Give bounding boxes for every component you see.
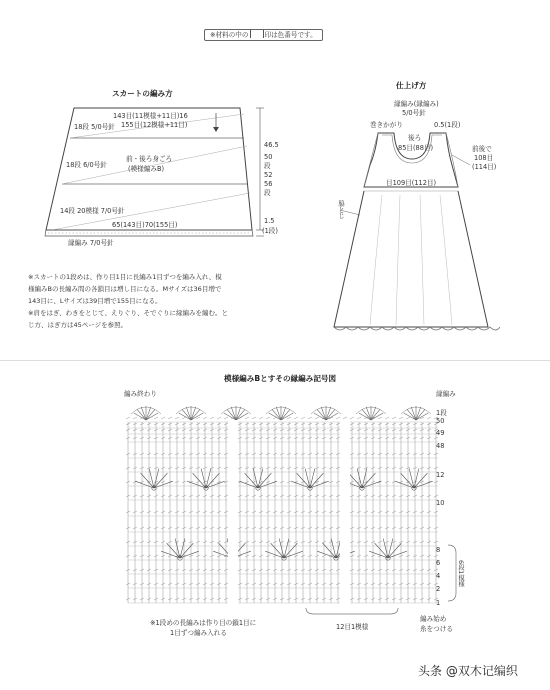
edging-stitch <box>317 409 326 420</box>
stitch-tick <box>182 417 186 419</box>
edging-stitch <box>404 413 416 420</box>
stitch-tick <box>245 417 249 419</box>
finish-bottom-count: 目109目(112目) <box>386 179 437 187</box>
chart-row-number: 2 <box>436 585 441 593</box>
finish-front-count-2: (114目) <box>472 163 497 171</box>
note-suffix: 印は色番号です。 <box>264 31 317 39</box>
edging-stitch <box>326 407 331 420</box>
skirt-bottom-count: 65(143目)70(155目) <box>112 221 178 229</box>
edging-stitch <box>362 409 371 420</box>
stitch-tick <box>133 417 137 419</box>
skirt-fold <box>396 195 400 325</box>
skirt-side-value: 1.5 <box>264 217 275 225</box>
bodice-outline <box>364 133 458 187</box>
chart-top-left-label: 編み終わり <box>124 390 157 398</box>
edging-stitch <box>227 409 236 420</box>
skirt-center-label-2: (模様編みB) <box>128 165 165 173</box>
watermark: 头条 @双木记编织 <box>418 664 518 678</box>
chart-top-right-label: 縁編み <box>436 390 456 398</box>
note-line: ※肩をはぎ、わきをとじて、えりぐり、そでぐりに縁編みを編む。と <box>28 309 229 318</box>
stitch-tick <box>336 417 340 419</box>
chart-row-number: 10 <box>436 499 445 507</box>
stitch-tick <box>406 417 410 419</box>
section-divider <box>0 360 550 361</box>
skirt-fold <box>440 195 452 325</box>
stitch-tick <box>392 417 396 419</box>
skirt-side-value: 50 <box>264 153 273 161</box>
edging-stitch <box>366 407 371 420</box>
edging-stitch <box>314 413 326 420</box>
stitch-tick <box>210 417 214 419</box>
note-line: じ方、はぎ方は45ページを参照。 <box>28 321 128 330</box>
repeat-label: 6段1模様 <box>457 560 464 587</box>
stitch-tick <box>161 417 165 419</box>
stitch-tick <box>252 417 256 419</box>
skirt-center-label-1: 前・後ろ身ごろ <box>126 155 173 163</box>
skirt-edge-label: 縁編み 7/0号針 <box>68 239 114 247</box>
repeat-bracket-path <box>448 545 456 601</box>
edging-stitch <box>236 413 248 420</box>
stitch-tick <box>343 417 347 419</box>
note-box <box>204 29 323 41</box>
stitch-tick <box>308 417 312 419</box>
edging-stitch <box>146 413 158 420</box>
edging-stitch <box>359 413 371 420</box>
skirt-title: スカートの編み方 <box>112 89 173 98</box>
armhole-edge-left <box>364 133 378 187</box>
skirt-side-value: 段 <box>264 189 271 197</box>
skirt-side-value: 46.5 <box>264 141 279 149</box>
finish-back-count: 85目(88目) <box>398 144 434 152</box>
edging-stitch <box>272 409 281 420</box>
stitch-tick <box>294 417 298 419</box>
finish-neck-label: 巻きかがり <box>370 121 403 129</box>
skirt-row-label-2: 18段 6/0号針 <box>66 161 107 169</box>
edging-stitch <box>416 409 425 420</box>
chart-row-number: 6 <box>436 559 441 567</box>
edging-stitch <box>236 409 245 420</box>
chart-row-number: 12 <box>436 471 445 479</box>
stitch-tick <box>385 417 389 419</box>
finish-top-measure: 0.5(1段) <box>434 121 461 129</box>
skirt-fold <box>370 195 382 325</box>
edging-stitch <box>371 413 383 420</box>
edging-stitch <box>146 407 151 420</box>
edging-stitch <box>231 407 236 420</box>
note-line: 143目に、Lサイズは39目増で155目になる。 <box>28 297 162 306</box>
skirt-side-value: 段 <box>264 162 271 170</box>
stitch-tick <box>315 417 319 419</box>
chart-row-number: 8 <box>436 546 441 554</box>
stitch-tick <box>217 417 221 419</box>
chart-row-number: 1 <box>436 599 441 607</box>
stitch-tick <box>399 417 403 419</box>
stitch-tick <box>154 417 158 419</box>
finish-front-label: 前後で <box>472 145 492 153</box>
stitch-tick <box>350 417 354 419</box>
stitch-tick <box>287 417 291 419</box>
finish-back-label: 後ろ <box>408 134 422 142</box>
dress-diagram <box>320 115 500 345</box>
edging-stitch <box>191 407 196 420</box>
skirt-row-label-1: 18段 5/0号針 <box>74 123 115 131</box>
stitch-tick <box>224 417 228 419</box>
chart-bottom-note-1: ※1段めの長編みは作り目の鎖1目に <box>150 619 257 627</box>
chart-repeat-width-label: 12目1模様 <box>336 623 369 631</box>
stitch-tick <box>357 417 361 419</box>
edging-stitch <box>371 407 376 420</box>
edging-stitch <box>276 407 281 420</box>
pointer-line <box>452 155 470 165</box>
stitch-tick <box>196 417 200 419</box>
finish-front-count-1: 108目 <box>474 154 494 162</box>
stitch-tick <box>168 417 172 419</box>
edging-stitch <box>224 413 236 420</box>
chart-row-number: 1段 <box>436 409 447 417</box>
repeat-width-bracket <box>304 606 400 620</box>
note-prefix: ※材料の中の <box>210 31 249 39</box>
skirt-top-count-2: 155目(12模様+11目) <box>121 121 188 129</box>
stitch-tick <box>273 417 277 419</box>
chart-row-number: 4 <box>436 572 441 580</box>
stitch-tick <box>266 417 270 419</box>
skirt-fold <box>420 195 424 325</box>
edging-stitch <box>416 407 421 420</box>
skirt-side-value: 52 <box>264 171 273 179</box>
finish-edge-label-1: 縁編み(縁編み) <box>394 100 439 108</box>
pointer-line <box>340 210 360 215</box>
edging-stitch <box>146 409 155 420</box>
chart-break <box>228 420 238 605</box>
stitch-tick <box>427 417 431 419</box>
crochet-symbol-chart <box>120 398 450 613</box>
stitch-tick <box>378 417 382 419</box>
skirt-side-value: (1段) <box>262 227 278 235</box>
chart-title: 模様編みBとすその縁編み記号図 <box>224 374 337 383</box>
chart-row-number: 50 <box>436 417 445 425</box>
stitch-tick <box>301 417 305 419</box>
edging-stitch <box>191 413 203 420</box>
bracket-symbol <box>250 30 264 38</box>
chart-break <box>340 420 350 605</box>
skirt-row-label-3: 14段 20模様 7/0号針 <box>60 207 125 215</box>
edging-stitch <box>191 409 200 420</box>
edging-stitch <box>186 407 191 420</box>
stitch-tick <box>126 417 130 419</box>
stitch-tick <box>259 417 263 419</box>
color-number-note <box>204 30 323 39</box>
finish-edge-label-2: 5/0号針 <box>402 109 426 117</box>
chart-start-label-1: 編み始め <box>420 615 447 623</box>
skirt-side-value: 56 <box>264 180 273 188</box>
skirt-top-count-1: 143目(11模様+11目)16 <box>113 112 188 120</box>
chart-row-number: 49 <box>436 429 445 437</box>
stitch-tick <box>203 417 207 419</box>
note-line: 様編みBの長編み間の各鎖目は増し目になる。Mサイズは36目増で <box>28 285 222 294</box>
chart-row-number: 48 <box>436 442 445 450</box>
edging-stitch <box>416 413 428 420</box>
chart-start-label-2: 糸をつける <box>420 625 453 633</box>
arrow-head <box>213 127 219 132</box>
finish-title: 仕上げ方 <box>396 81 427 90</box>
edging-stitch <box>134 413 146 420</box>
skirt-outline <box>334 191 488 327</box>
repeat-width-bracket-path <box>306 608 398 614</box>
notes-block <box>28 272 296 332</box>
edging-stitch <box>269 413 281 420</box>
stitch-tick <box>175 417 179 419</box>
note-line: ※スカートの1段めは、作り目1目に長編み1目ずつを編み入れ、模 <box>28 273 222 281</box>
finish-side-label: 脇とじ <box>337 200 344 219</box>
chart-bottom-note-2: 1目ずつ編み入れる <box>170 629 227 637</box>
